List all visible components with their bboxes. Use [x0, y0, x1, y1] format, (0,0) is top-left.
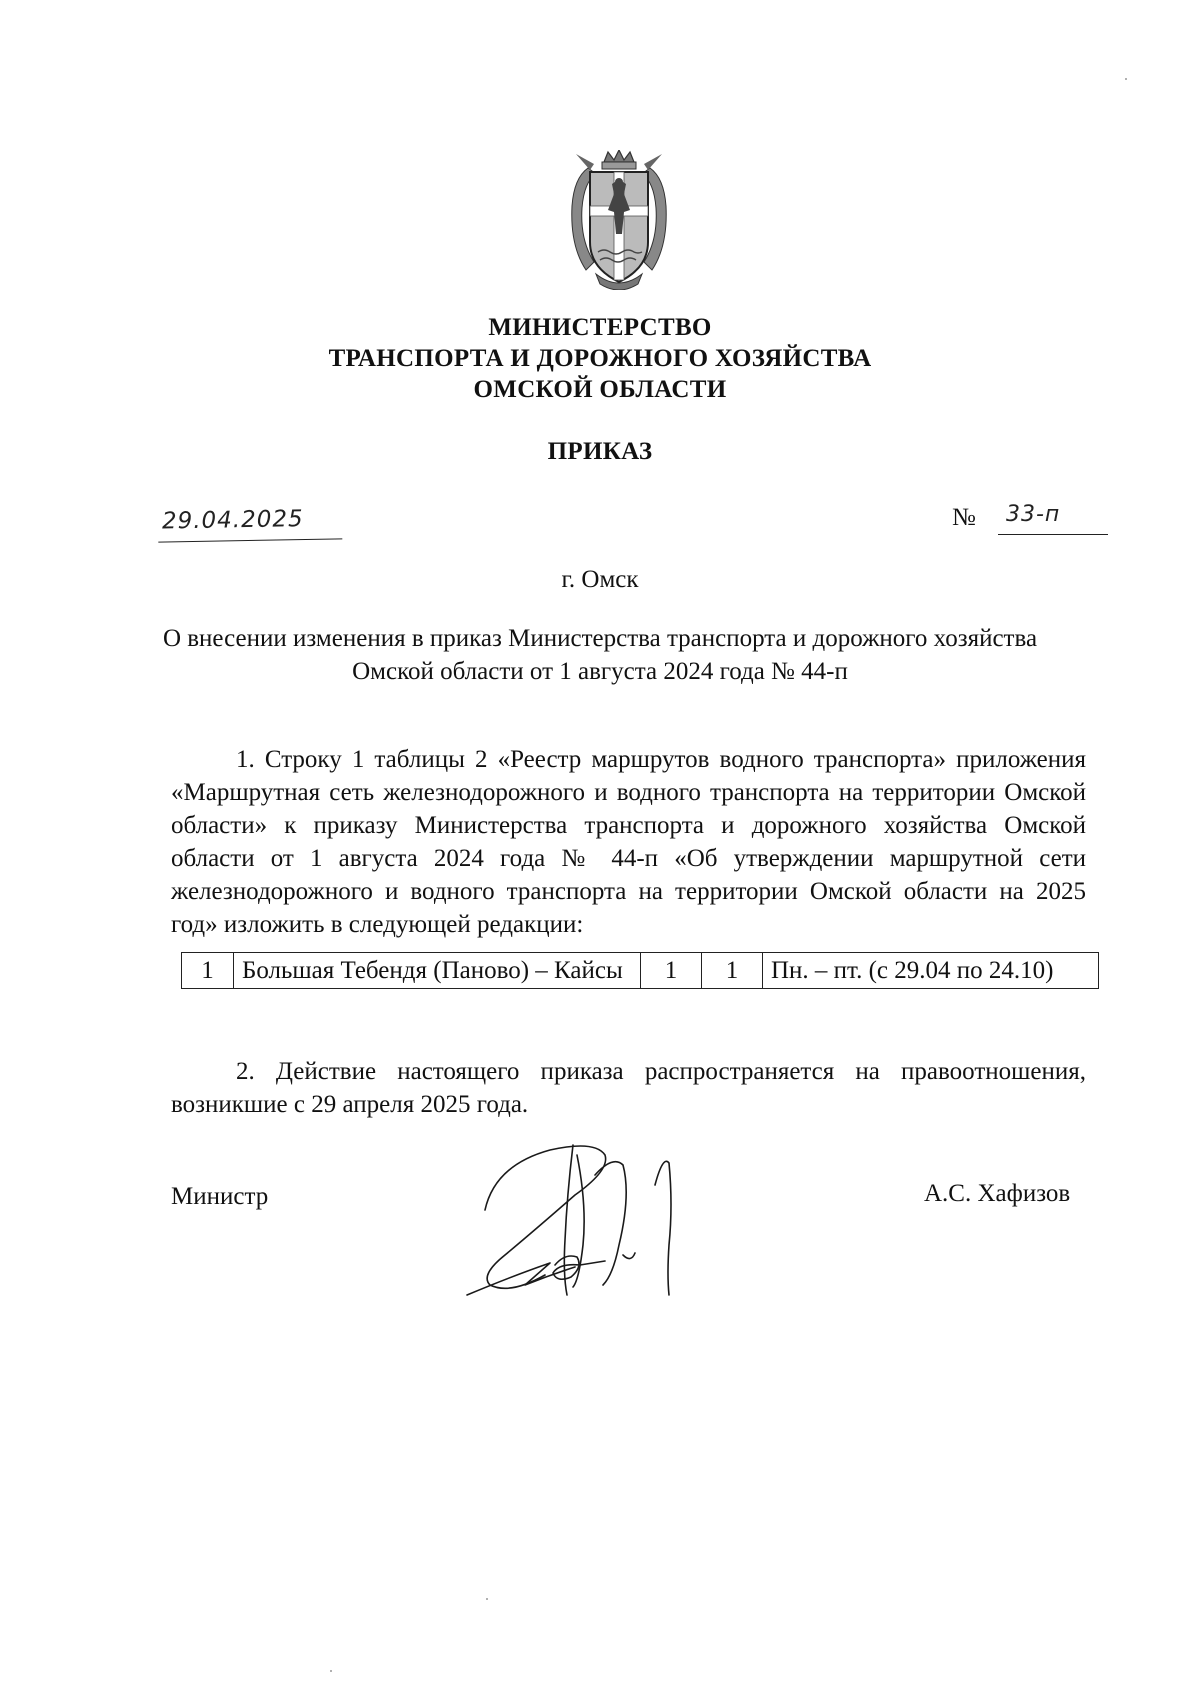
document-type-title: ПРИКАЗ — [547, 438, 653, 465]
ministry-line-1: МИНИСТЕРСТВО — [488, 314, 712, 341]
scan-speck — [486, 1598, 488, 1600]
route-table — [181, 952, 1099, 989]
order-subject: О внесении изменения в приказ Министерства транспорта и дорожного хозяйства Омской области от 1 августа 2024 года № 44-п — [162, 625, 1038, 685]
ministry-line-3: ОМСКОЙ ОБЛАСТИ — [473, 376, 727, 403]
scan-speck — [330, 1670, 332, 1672]
signatory-position: Министр — [171, 1183, 269, 1210]
route-number-cell: 1 — [182, 953, 234, 989]
route-value-cell-2: 1 — [702, 953, 763, 989]
city-line: г. Омск — [561, 566, 639, 593]
signatory-name: А.С. Хафизов — [924, 1180, 1071, 1207]
paragraph-2: 2. Действие настоящего приказа распространяется на правоотношения, возникшие с 29 апреля 2025 года. — [171, 1058, 1086, 1118]
table-row — [182, 953, 1099, 989]
route-schedule-cell: Пн. – пт. (с 29.04 по 24.10) — [763, 953, 1099, 989]
order-date: 29.04.2025 — [158, 502, 343, 542]
ministry-name — [0, 312, 1200, 405]
route-name-cell: Большая Тебендя (Паново) – Кайсы — [234, 953, 641, 989]
ministry-line-2: ТРАНСПОРТА И ДОРОЖНОГО ХОЗЯЙСТВА — [328, 345, 872, 372]
omsk-region-coat-of-arms-icon — [568, 150, 670, 290]
number-sign: № — [952, 504, 976, 531]
handwritten-signature-icon — [455, 1135, 700, 1310]
scan-speck — [1125, 78, 1127, 80]
order-number: 33-п — [998, 500, 1108, 535]
paragraph-1: 1. Строку 1 таблицы 2 «Реестр маршрутов водного транспорта» приложения «Маршрутная сеть железнодорожного и водного транспорта на территории Омской области» к приказу Министерства транспорта и дорожного хозяйства Омской области от 1 августа 2024 года № 44-п «Об утверждении маршрутной сети железнодорожного и водного транспорта на территории Омской области на 2025 год» изложить в следующей редакции: — [171, 746, 1086, 938]
route-value-cell-1: 1 — [641, 953, 702, 989]
